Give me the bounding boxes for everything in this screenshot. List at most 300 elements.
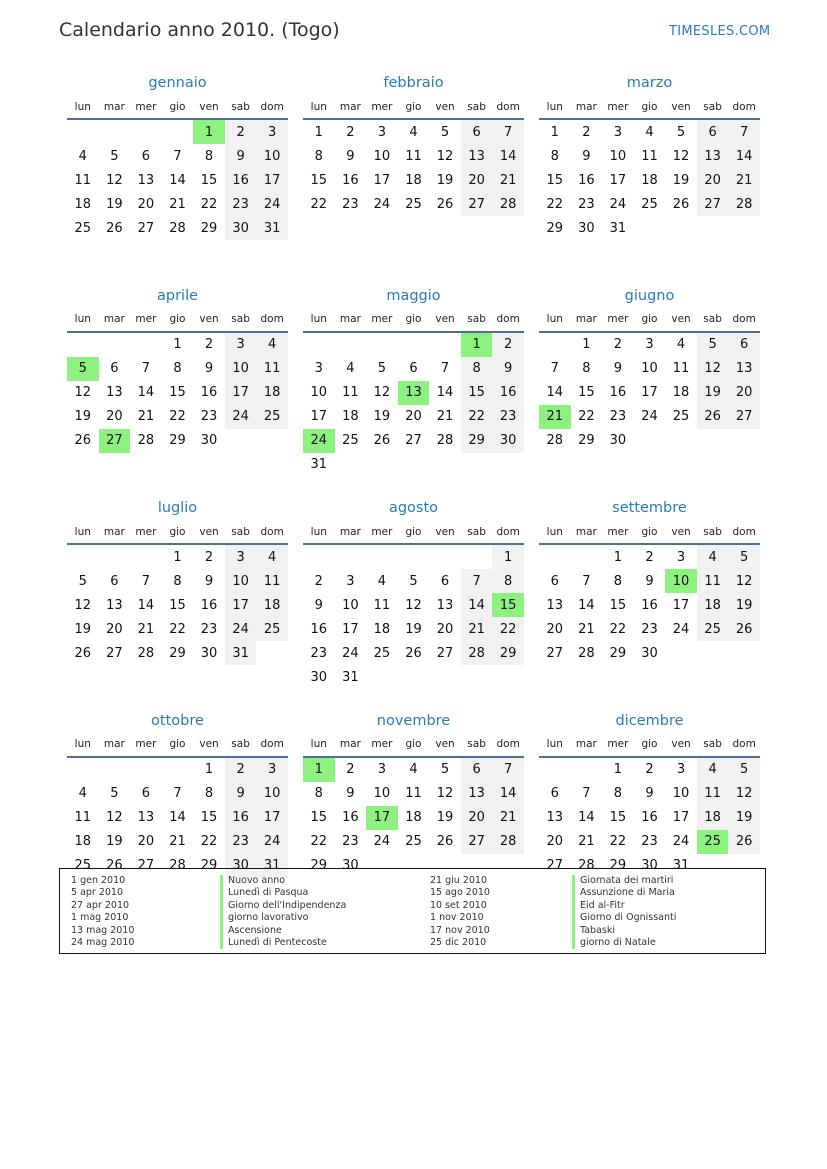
day-cell[interactable]: 15 [200, 810, 218, 825]
day-cell[interactable]: 24 [256, 192, 288, 216]
day-cell[interactable]: 15 [461, 381, 493, 405]
day-cell[interactable]: 9 [346, 148, 355, 164]
day-cell[interactable]: 8 [492, 569, 524, 593]
day-cell[interactable]: 26 [728, 617, 760, 641]
day-cell[interactable]: 5 [440, 762, 450, 777]
day-cell[interactable]: 4 [377, 573, 387, 589]
day-cell[interactable]: 29 [578, 433, 595, 448]
day-cell[interactable]: 11 [373, 597, 391, 613]
day-cell[interactable]: 30 [492, 429, 524, 453]
day-cell[interactable]: 5 [440, 124, 450, 140]
day-cell[interactable]: 15 [200, 172, 218, 188]
day-cell[interactable]: 4 [78, 786, 87, 801]
day-cell[interactable]: 16 [342, 172, 359, 188]
day-cell[interactable]: 30 [342, 858, 359, 873]
day-cell[interactable]: 7 [173, 148, 182, 164]
day-cell[interactable]: 7 [492, 757, 524, 782]
day-cell[interactable]: 14 [578, 597, 595, 613]
day-cell[interactable]: 13 [106, 597, 123, 613]
day-cell[interactable]: 6 [440, 573, 450, 589]
day-cell[interactable]: 20 [546, 621, 564, 637]
day-cell[interactable]: 10 [225, 357, 257, 381]
day-cell[interactable]: 11 [342, 385, 359, 400]
day-cell[interactable]: 9 [314, 597, 323, 613]
day-cell[interactable]: 12 [106, 810, 123, 825]
day-cell[interactable]: 28 [137, 645, 155, 661]
day-cell[interactable]: 18 [256, 381, 288, 405]
day-cell[interactable]: 17 [225, 381, 257, 405]
day-cell[interactable]: 6 [409, 361, 418, 376]
day-cell[interactable]: 7 [141, 361, 151, 376]
day-cell[interactable]: 4 [697, 544, 729, 569]
day-cell[interactable]: 10 [373, 786, 391, 801]
day-cell[interactable]: 29 [200, 220, 218, 236]
day-cell[interactable]: 3 [256, 757, 288, 782]
day-cell[interactable]: 7 [582, 573, 591, 589]
day-cell[interactable]: 30 [641, 858, 658, 873]
day-cell[interactable]: 30 [225, 216, 257, 240]
day-cell[interactable]: 17 [310, 409, 328, 424]
day-cell[interactable]: 30 [310, 669, 328, 685]
day-cell[interactable]: 26 [436, 196, 454, 212]
day-cell[interactable]: 3 [676, 549, 686, 565]
day-cell[interactable]: 23 [609, 409, 627, 424]
day-cell[interactable]: 11 [697, 569, 729, 593]
day-cell[interactable]: 5 [110, 786, 119, 801]
day-cell[interactable]: 9 [225, 782, 257, 806]
day-cell[interactable]: 28 [492, 830, 524, 854]
day-cell[interactable]: 14 [461, 593, 493, 617]
day-cell[interactable]: 23 [492, 405, 524, 429]
day-cell[interactable]: 21 [728, 168, 760, 192]
day-cell[interactable]: 27 [405, 433, 422, 448]
day-cell[interactable]: 5 [110, 148, 119, 164]
day-cell[interactable]: 11 [697, 782, 729, 806]
day-cell[interactable]: 26 [106, 220, 123, 236]
day-cell[interactable]: 31 [672, 858, 690, 873]
day-cell[interactable]: 25 [256, 405, 288, 429]
day-cell[interactable]: 17 [366, 806, 398, 830]
day-cell[interactable]: 8 [461, 357, 493, 381]
day-cell[interactable]: 17 [609, 172, 627, 188]
day-cell[interactable]: 13 [137, 172, 155, 188]
day-cell[interactable]: 9 [225, 144, 257, 168]
day-cell[interactable]: 16 [310, 621, 328, 637]
day-cell[interactable]: 26 [74, 433, 92, 448]
day-cell[interactable]: 30 [200, 433, 218, 448]
day-cell[interactable]: 24 [373, 834, 391, 849]
day-cell[interactable]: 6 [728, 332, 760, 357]
day-cell[interactable]: 28 [728, 192, 760, 216]
day-cell[interactable]: 6 [461, 757, 493, 782]
day-cell[interactable]: 4 [645, 124, 654, 140]
day-cell[interactable]: 6 [110, 361, 119, 376]
day-cell[interactable]: 25 [342, 433, 359, 448]
day-cell[interactable]: 15 [546, 172, 564, 188]
day-cell[interactable]: 26 [373, 433, 391, 448]
day-cell[interactable]: 28 [137, 433, 155, 448]
day-cell[interactable]: 9 [492, 357, 524, 381]
day-cell[interactable]: 26 [697, 405, 729, 429]
day-cell[interactable]: 29 [169, 645, 186, 661]
day-cell[interactable]: 6 [141, 786, 151, 801]
day-cell[interactable]: 14 [578, 810, 595, 825]
day-cell[interactable]: 3 [645, 337, 654, 352]
day-cell[interactable]: 1 [303, 757, 335, 782]
day-cell[interactable]: 10 [256, 782, 288, 806]
day-cell[interactable]: 26 [106, 858, 123, 873]
day-cell[interactable]: 3 [225, 332, 257, 357]
day-cell[interactable]: 21 [137, 409, 155, 424]
day-cell[interactable]: 27 [546, 645, 564, 661]
day-cell[interactable]: 20 [728, 381, 760, 405]
day-cell[interactable]: 15 [169, 385, 186, 400]
day-cell[interactable]: 20 [405, 409, 422, 424]
day-cell[interactable]: 2 [225, 757, 257, 782]
day-cell[interactable]: 1 [550, 124, 559, 140]
day-cell[interactable]: 31 [609, 220, 627, 236]
day-cell[interactable]: 19 [728, 806, 760, 830]
day-cell[interactable]: 20 [461, 168, 493, 192]
day-cell[interactable]: 21 [169, 196, 186, 212]
day-cell[interactable]: 17 [256, 168, 288, 192]
day-cell[interactable]: 18 [405, 172, 422, 188]
day-cell[interactable]: 14 [137, 385, 155, 400]
day-cell[interactable]: 1 [173, 549, 182, 565]
day-cell[interactable]: 1 [492, 544, 524, 569]
day-cell[interactable]: 2 [225, 119, 257, 144]
day-cell[interactable]: 1 [173, 337, 182, 352]
day-cell[interactable]: 17 [672, 810, 690, 825]
day-cell[interactable]: 1 [314, 124, 323, 140]
day-cell[interactable]: 8 [613, 573, 623, 589]
day-cell[interactable]: 24 [225, 405, 257, 429]
day-cell[interactable]: 23 [200, 409, 218, 424]
day-cell[interactable]: 5 [676, 124, 686, 140]
day-cell[interactable]: 26 [405, 645, 422, 661]
day-cell[interactable]: 15 [169, 597, 186, 613]
day-cell[interactable]: 12 [697, 357, 729, 381]
day-cell[interactable]: 9 [204, 573, 214, 589]
day-cell[interactable]: 15 [492, 593, 524, 617]
day-cell[interactable]: 26 [672, 196, 690, 212]
day-cell[interactable]: 16 [609, 385, 627, 400]
day-cell[interactable]: 21 [137, 621, 155, 637]
day-cell[interactable]: 11 [641, 148, 658, 164]
day-cell[interactable]: 10 [342, 597, 359, 613]
day-cell[interactable]: 21 [492, 806, 524, 830]
day-cell[interactable]: 7 [173, 786, 182, 801]
day-cell[interactable]: 22 [546, 196, 564, 212]
day-cell[interactable]: 19 [436, 172, 454, 188]
day-cell[interactable]: 27 [137, 220, 155, 236]
day-cell[interactable]: 10 [373, 148, 391, 164]
day-cell[interactable]: 9 [613, 361, 623, 376]
day-cell[interactable]: 17 [225, 593, 257, 617]
day-cell[interactable]: 14 [137, 597, 155, 613]
day-cell[interactable]: 22 [310, 834, 328, 849]
day-cell[interactable]: 21 [492, 168, 524, 192]
day-cell[interactable]: 5 [409, 573, 418, 589]
day-cell[interactable]: 31 [310, 457, 328, 472]
day-cell[interactable]: 15 [578, 385, 595, 400]
day-cell[interactable]: 18 [256, 593, 288, 617]
day-cell[interactable]: 16 [225, 168, 257, 192]
day-cell[interactable]: 19 [436, 810, 454, 825]
day-cell[interactable]: 17 [672, 597, 690, 613]
day-cell[interactable]: 29 [546, 220, 564, 236]
day-cell[interactable]: 1 [613, 762, 623, 777]
day-cell[interactable]: 29 [609, 645, 627, 661]
day-cell[interactable]: 9 [204, 361, 214, 376]
day-cell[interactable]: 5 [697, 332, 729, 357]
day-cell[interactable]: 22 [492, 617, 524, 641]
day-cell[interactable]: 18 [641, 172, 658, 188]
day-cell[interactable]: 18 [672, 385, 690, 400]
day-cell[interactable]: 7 [461, 569, 493, 593]
day-cell[interactable]: 29 [492, 641, 524, 665]
day-cell[interactable]: 4 [409, 762, 418, 777]
day-cell[interactable]: 13 [436, 597, 454, 613]
day-cell[interactable]: 18 [342, 409, 359, 424]
day-cell[interactable]: 5 [728, 544, 760, 569]
day-cell[interactable]: 25 [256, 617, 288, 641]
day-cell[interactable]: 24 [672, 621, 690, 637]
day-cell[interactable]: 20 [106, 621, 123, 637]
day-cell[interactable]: 27 [546, 858, 564, 873]
day-cell[interactable]: 12 [672, 148, 690, 164]
day-cell[interactable]: 22 [200, 834, 218, 849]
day-cell[interactable]: 2 [204, 549, 214, 565]
day-cell[interactable]: 23 [225, 192, 257, 216]
day-cell[interactable]: 4 [256, 544, 288, 569]
day-cell[interactable]: 18 [74, 834, 92, 849]
day-cell[interactable]: 13 [728, 357, 760, 381]
day-cell[interactable]: 19 [373, 409, 391, 424]
day-cell[interactable]: 14 [169, 810, 186, 825]
day-cell[interactable]: 28 [169, 220, 186, 236]
day-cell[interactable]: 10 [256, 144, 288, 168]
day-cell[interactable]: 9 [645, 786, 654, 801]
day-cell[interactable]: 24 [609, 196, 627, 212]
day-cell[interactable]: 9 [645, 573, 654, 589]
day-cell[interactable]: 11 [405, 786, 422, 801]
day-cell[interactable]: 3 [314, 361, 323, 376]
day-cell[interactable]: 30 [225, 854, 257, 878]
day-cell[interactable]: 16 [578, 172, 595, 188]
day-cell[interactable]: 27 [436, 645, 454, 661]
day-cell[interactable]: 19 [74, 409, 92, 424]
day-cell[interactable]: 14 [436, 385, 454, 400]
day-cell[interactable]: 14 [492, 782, 524, 806]
day-cell[interactable]: 7 [728, 119, 760, 144]
day-cell[interactable]: 9 [346, 786, 355, 801]
day-cell[interactable]: 7 [141, 573, 151, 589]
day-cell[interactable]: 2 [346, 762, 355, 777]
day-cell[interactable]: 7 [492, 119, 524, 144]
day-cell[interactable]: 8 [613, 786, 623, 801]
day-cell[interactable]: 2 [613, 337, 623, 352]
day-cell[interactable]: 6 [550, 573, 559, 589]
day-cell[interactable]: 2 [346, 124, 355, 140]
day-cell[interactable]: 15 [310, 810, 328, 825]
day-cell[interactable]: 4 [697, 757, 729, 782]
day-cell[interactable]: 24 [225, 617, 257, 641]
day-cell[interactable]: 18 [697, 593, 729, 617]
day-cell[interactable]: 24 [641, 409, 658, 424]
day-cell[interactable]: 12 [405, 597, 422, 613]
day-cell[interactable]: 8 [314, 786, 323, 801]
day-cell[interactable]: 21 [436, 409, 454, 424]
day-cell[interactable]: 31 [256, 216, 288, 240]
day-cell[interactable]: 22 [609, 621, 627, 637]
day-cell[interactable]: 22 [200, 196, 218, 212]
day-cell[interactable]: 28 [492, 192, 524, 216]
day-cell[interactable]: 23 [200, 621, 218, 637]
day-cell[interactable]: 16 [641, 597, 658, 613]
day-cell[interactable]: 11 [256, 357, 288, 381]
day-cell[interactable]: 19 [106, 196, 123, 212]
day-cell[interactable]: 13 [106, 385, 123, 400]
day-cell[interactable]: 16 [342, 810, 359, 825]
day-cell[interactable]: 5 [67, 357, 99, 381]
day-cell[interactable]: 25 [697, 830, 729, 854]
day-cell[interactable]: 4 [676, 337, 686, 352]
day-cell[interactable]: 20 [436, 621, 454, 637]
day-cell[interactable]: 7 [550, 361, 559, 376]
day-cell[interactable]: 30 [578, 220, 595, 236]
day-cell[interactable]: 29 [310, 858, 328, 873]
day-cell[interactable]: 21 [578, 621, 595, 637]
day-cell[interactable]: 27 [461, 192, 493, 216]
day-cell[interactable]: 25 [405, 196, 422, 212]
day-cell[interactable]: 23 [578, 196, 595, 212]
day-cell[interactable]: 14 [169, 172, 186, 188]
day-cell[interactable]: 25 [74, 220, 92, 236]
day-cell[interactable]: 1 [582, 337, 591, 352]
day-cell[interactable]: 3 [346, 573, 355, 589]
day-cell[interactable]: 16 [200, 385, 218, 400]
day-cell[interactable]: 22 [578, 409, 595, 424]
day-cell[interactable]: 23 [225, 830, 257, 854]
day-cell[interactable]: 27 [728, 405, 760, 429]
day-cell[interactable]: 9 [582, 148, 591, 164]
day-cell[interactable]: 4 [78, 148, 87, 164]
day-cell[interactable]: 24 [373, 196, 391, 212]
day-cell[interactable]: 3 [225, 544, 257, 569]
day-cell[interactable]: 28 [436, 433, 454, 448]
day-cell[interactable]: 3 [676, 762, 686, 777]
day-cell[interactable]: 12 [373, 385, 391, 400]
day-cell[interactable]: 8 [173, 573, 182, 589]
day-cell[interactable]: 14 [728, 144, 760, 168]
day-cell[interactable]: 27 [99, 429, 131, 453]
day-cell[interactable]: 23 [641, 834, 658, 849]
day-cell[interactable]: 7 [582, 786, 591, 801]
day-cell[interactable]: 15 [310, 172, 328, 188]
day-cell[interactable]: 16 [225, 806, 257, 830]
day-cell[interactable]: 6 [141, 148, 151, 164]
day-cell[interactable]: 26 [728, 830, 760, 854]
day-cell[interactable]: 6 [697, 119, 729, 144]
day-cell[interactable]: 19 [728, 593, 760, 617]
day-cell[interactable]: 7 [440, 361, 450, 376]
day-cell[interactable]: 13 [398, 381, 430, 405]
day-cell[interactable]: 2 [492, 332, 524, 357]
day-cell[interactable]: 12 [74, 385, 92, 400]
day-cell[interactable]: 26 [74, 645, 92, 661]
day-cell[interactable]: 26 [436, 834, 454, 849]
day-cell[interactable]: 24 [672, 834, 690, 849]
day-cell[interactable]: 15 [609, 810, 627, 825]
day-cell[interactable]: 31 [225, 641, 257, 665]
day-cell[interactable]: 10 [665, 569, 697, 593]
day-cell[interactable]: 29 [609, 858, 627, 873]
day-cell[interactable]: 5 [78, 573, 87, 589]
day-cell[interactable]: 24 [256, 830, 288, 854]
day-cell[interactable]: 12 [728, 782, 760, 806]
day-cell[interactable]: 29 [461, 429, 493, 453]
day-cell[interactable]: 28 [461, 641, 493, 665]
day-cell[interactable]: 8 [204, 148, 214, 164]
day-cell[interactable]: 10 [672, 786, 690, 801]
day-cell[interactable]: 12 [436, 786, 454, 801]
day-cell[interactable]: 8 [582, 361, 591, 376]
day-cell[interactable]: 21 [169, 834, 186, 849]
day-cell[interactable]: 25 [697, 617, 729, 641]
day-cell[interactable]: 29 [169, 433, 186, 448]
day-cell[interactable]: 11 [74, 810, 92, 825]
day-cell[interactable]: 11 [672, 361, 690, 376]
day-cell[interactable]: 6 [110, 573, 119, 589]
day-cell[interactable]: 22 [310, 196, 328, 212]
day-cell[interactable]: 22 [169, 621, 186, 637]
day-cell[interactable]: 16 [641, 810, 658, 825]
day-cell[interactable]: 8 [173, 361, 182, 376]
day-cell[interactable]: 4 [256, 332, 288, 357]
day-cell[interactable]: 23 [641, 621, 658, 637]
day-cell[interactable]: 3 [377, 762, 387, 777]
day-cell[interactable]: 20 [137, 834, 155, 849]
day-cell[interactable]: 6 [550, 786, 559, 801]
day-cell[interactable]: 17 [342, 621, 359, 637]
day-cell[interactable]: 28 [578, 858, 595, 873]
day-cell[interactable]: 30 [641, 645, 658, 661]
day-cell[interactable]: 12 [436, 148, 454, 164]
day-cell[interactable]: 20 [461, 806, 493, 830]
day-cell[interactable]: 19 [697, 381, 729, 405]
day-cell[interactable]: 2 [204, 337, 214, 352]
day-cell[interactable]: 20 [137, 196, 155, 212]
day-cell[interactable]: 2 [582, 124, 591, 140]
day-cell[interactable]: 5 [377, 361, 387, 376]
day-cell[interactable]: 8 [314, 148, 323, 164]
day-cell[interactable]: 4 [409, 124, 418, 140]
day-cell[interactable]: 25 [672, 409, 690, 424]
day-cell[interactable]: 21 [539, 405, 571, 429]
day-cell[interactable]: 3 [377, 124, 387, 140]
day-cell[interactable]: 30 [200, 645, 218, 661]
day-cell[interactable]: 3 [613, 124, 623, 140]
day-cell[interactable]: 21 [461, 617, 493, 641]
day-cell[interactable]: 12 [74, 597, 92, 613]
day-cell[interactable]: 13 [546, 810, 564, 825]
day-cell[interactable]: 4 [346, 361, 355, 376]
day-cell[interactable]: 25 [641, 196, 658, 212]
day-cell[interactable]: 8 [204, 786, 214, 801]
day-cell[interactable]: 27 [461, 830, 493, 854]
day-cell[interactable]: 31 [256, 854, 288, 878]
